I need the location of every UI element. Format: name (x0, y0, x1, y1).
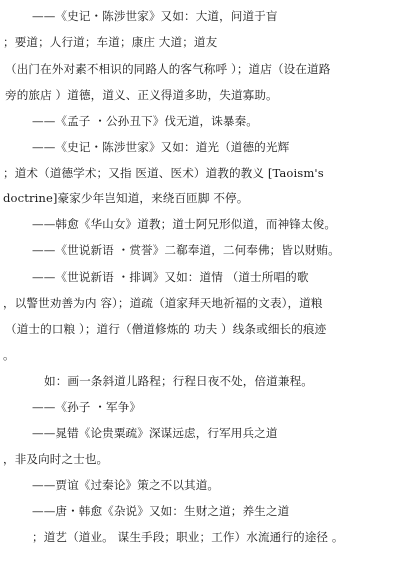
text-line-12: ，以警世劝善为内 容）；道疏（道家拜天地祈福的文表），道粮 (3, 296, 323, 310)
text-line-2: ；要道；人行道；车道；康庄 大道；道友 (3, 35, 218, 49)
text-line-19: ——贾谊《过秦论》策之不以其道。 (32, 478, 220, 492)
text-line-17: ——晁错《论贵粟疏》深谋远虑，行军用兵之道 (32, 426, 278, 440)
text-line-4: 旁的旅店 ）道德，道义、正义得道多助，失道寡助。 (5, 88, 278, 102)
text-line-3: （出门在外对素不相识的同路人的客气称呼 ）；道店（设在道路 (5, 62, 331, 76)
text-line-14: 。 (3, 348, 15, 362)
text-line-7: ；道术（道德学术；又指 医道、医术）道教的教义 [Taoism's (3, 166, 324, 180)
text-line-13: （道士的口粮 ）；道行（僧道修炼的 功夫 ）线条或细长的痕迹 (5, 322, 327, 336)
text-line-1: ——《史记・陈涉世家》又如：大道，问道于盲 (32, 9, 278, 23)
text-line-11: ——《世说新语 ・排调》又如：道情 （道士所唱的歌 (32, 270, 309, 284)
text-line-16: ——《孙子 ・军争》 (32, 400, 142, 414)
text-line-8: doctrine]豪家少年岂知道，来绕百匝脚 不停。 (3, 191, 249, 205)
text-line-20: ——唐・韩愈《杂说》又如：生财之道；养生之道 (32, 504, 290, 518)
text-line-10: ——《世说新语 ・赏誉》二郗奉道，二何奉佛；皆以财贿。 (32, 243, 340, 257)
text-line-18: ，非及向时之士也。 (3, 452, 109, 466)
text-line-9: ——韩愈《华山女》道教；道士阿兄形似道，而神锋太俊。 (32, 217, 337, 231)
text-line-6: ——《史记・陈涉世家》又如：道光（道德的光辉 (32, 140, 290, 154)
text-line-15: 如：画一条斜道儿路程；行程日夜不处，倍道兼程。 (44, 374, 313, 388)
text-line-21: ；道艺（道业。 谋生手段；职业；工作）水流通行的途径 。 (32, 530, 344, 544)
text-line-5: ——《孟子 ・公孙丑下》伐无道，诛暴秦。 (32, 114, 258, 128)
